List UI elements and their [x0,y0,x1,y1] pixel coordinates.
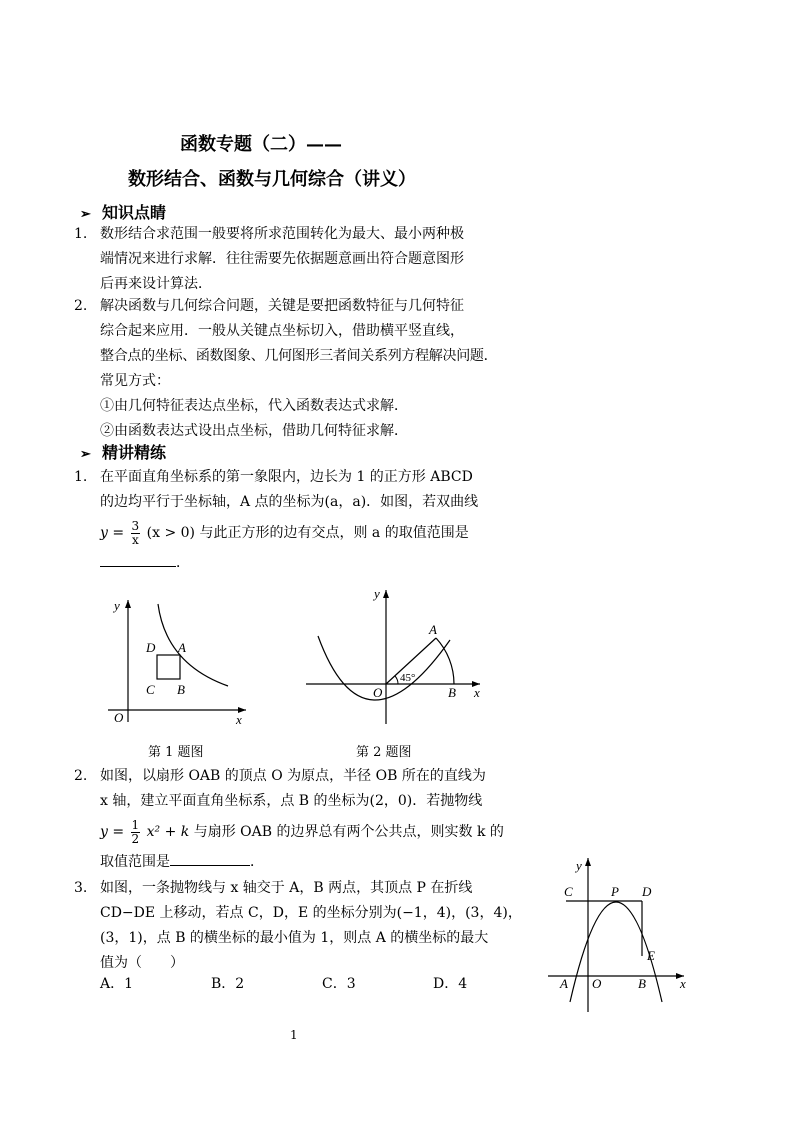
option-d[interactable]: D．4 [433,976,468,992]
point-label-b: B [177,682,185,697]
section-heading-knowledge: ➢ 知识点睛 [80,203,167,222]
point-label-a: A [560,976,568,991]
question-number: 1. [74,469,88,485]
point-label-c: C [146,682,155,697]
question-1: 在平面直角坐标系的第一象限内，边长为 1 的正方形 ABCD 的边均平行于坐标轴，A 点的坐标为(a，a)．如图，若双曲线 y = $\frac{3}{x}$ (x > 0) 与此正方形的边有交点，则 a 的取值范围是 ． [100,469,479,571]
figure-1 [100,594,260,726]
item-number: 2. [74,298,88,314]
axis-label-x: x [236,712,242,726]
figure-1-caption: 第 1 题图 [148,745,204,760]
page-title-line1: 函数专题（二）—— [180,134,342,155]
angle-label: 45° [400,672,416,684]
page-title-line2: 数形结合、函数与几何综合（讲义） [128,169,416,190]
question-1-formula-line: y = $\frac{3}{x}$ (x > 0) 与此正方形的边有交点，则 a 的取值范围是 [100,518,469,547]
axis-label-x: x [474,685,480,700]
section-heading-practice: ➢ 精讲精练 [80,443,167,462]
knowledge-item-2: 解决函数与几何综合问题，关键是要把函数特征与几何特征 综合起来应用．一般从关键点坐标切入，借助横平竖直线， 整合点的坐标、函数图象、几何图形三者间关系列方程解决问题． 常见方式： ①由几何特征表达点坐标，代入函数表达式求解． ②由函数表达式设出点坐标，借助几何特征求解． [100,298,498,439]
point-label-d: D [642,884,652,899]
axis-label-x: x [680,976,686,991]
question-number: 3. [74,880,88,896]
point-label-b: B [448,685,456,700]
point-label-a: A [429,622,437,637]
axis-label-y: y [114,598,120,613]
item-number: 1. [74,226,88,242]
knowledge-item-1: 数形结合求范围一般要将所求范围转化为最大、最小两种极 端情况来进行求解．往往需要先依据题意画出符合题意图形 后再来设计算法． [100,226,464,292]
option-b[interactable]: B．2 [211,976,245,992]
fraction: $\frac{1}{2}$ [131,817,140,846]
arrow-bullet-icon: ➢ [80,447,91,462]
point-label-d: D [146,640,156,655]
page-number: 1 [290,1028,298,1042]
point-label-p: P [611,884,619,899]
answer-blank[interactable] [100,552,176,567]
point-label-c: C [564,884,573,899]
option-c[interactable]: C．3 [322,976,356,992]
origin-label: O [114,710,124,725]
figure-3 [544,852,694,1016]
question-2-formula-line: y = $\frac{1}{2}$ x² + k 与扇形 OAB 的边界总有两个公共点，则实数 k 的 [100,817,504,846]
point-label-e: E [647,948,655,963]
question-3: 如图，一条抛物线与 x 轴交于 A，B 两点，其顶点 P 在折线 CD−DE 上移动，若点 C，D，E 的坐标分别为(−1，4)，(3，4)， (3，1)，点 B 的横坐标的最小值为 1，则点 A 的横坐标的最大 值为（ ） [100,880,522,971]
arrow-bullet-icon: ➢ [80,207,91,222]
question-number: 2. [74,768,88,784]
figure-2-caption: 第 2 题图 [356,745,412,760]
point-label-a: A [178,640,186,655]
origin-label: O [592,976,602,991]
question-3-options [100,972,493,997]
answer-blank[interactable] [170,851,250,866]
axis-label-y: y [576,858,582,873]
axis-label-y: y [374,586,380,601]
origin-label: O [373,685,383,700]
fraction: $\frac{3}{x}$ [131,518,140,547]
question-2: 如图，以扇形 OAB 的顶点 O 为原点，半径 OB 所在的直线为 x 轴，建立平面直角坐标系，点 B 的坐标为(2，0)．若抛物线 y = $\frac{1}{2}$ x² + k 与扇形 OAB 的边界总有两个公共点，则实数 k 的 取值范围是 ． [100,768,504,870]
point-label-b: B [638,976,646,991]
option-a[interactable]: A．1 [100,976,134,992]
figure-2 [300,584,500,730]
